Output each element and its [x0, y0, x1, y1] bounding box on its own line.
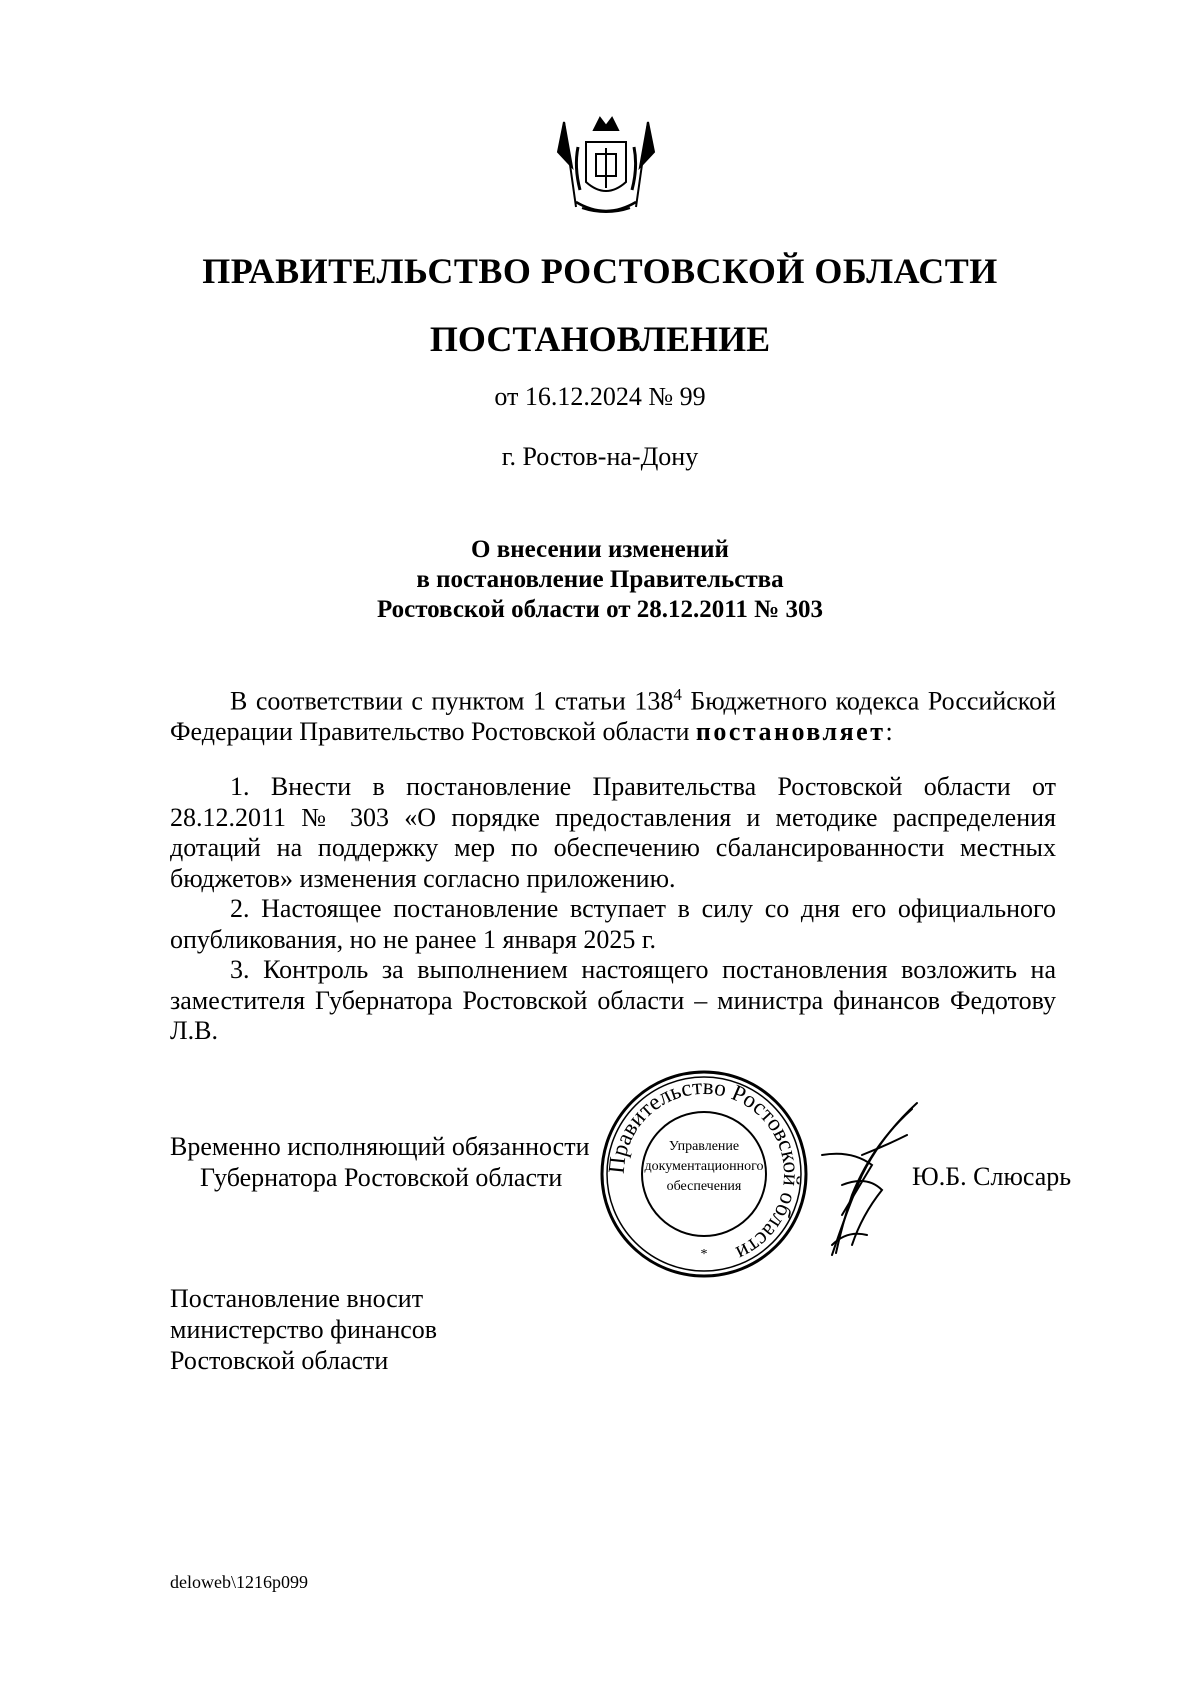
document-type: ПОСТАНОВЛЕНИЕ [429, 319, 771, 359]
stamp-inner-line-3: обеспечения [666, 1179, 742, 1194]
submitted-by [170, 1283, 437, 1376]
preamble-keyword: постановляет [695, 717, 886, 747]
footer-reference: deloweb\1216p099 [170, 1572, 308, 1592]
preamble-text-start: В соответствии с пунктом 1 статьи 138 [230, 686, 674, 716]
document-date-number: от 16.12.2024 № 99 [494, 382, 706, 411]
signatory-position [170, 1131, 590, 1193]
submitted-line-1: Постановление вносит [170, 1284, 424, 1313]
resolution-items [170, 772, 1056, 1047]
preamble-text-middle: Бюджетного кодекса Российской Федерации Правительство Ростовской области [170, 686, 1057, 747]
stamp-inner-line-1: Управление [668, 1139, 740, 1154]
item-2: 2. Настоящее постановление вступает в силу со дня его официального опубликования, но не ранее 1 января 2025 г. [170, 894, 1056, 954]
submitted-line-2: министерство финансов [170, 1315, 438, 1344]
position-line-2: Губернатора Ростовской области [200, 1163, 563, 1192]
rostov-oblast-coat-of-arms-icon [556, 112, 656, 222]
stamp-outer-text: Правительство Ростовской области [603, 1073, 805, 1267]
preamble-superscript: 4 [673, 685, 682, 704]
stamp-star: * [700, 1247, 708, 1262]
title-line-2: в постановление Правительства [416, 566, 784, 593]
title-line-3: Ростовской области от 28.12.2011 № 303 [376, 596, 824, 623]
item-3: 3. Контроль за выполнением настоящего постановления возложить на заместителя Губернатора Ростовской области – министра финансов Федотову Л.В. [170, 955, 1056, 1045]
organization-name: ПРАВИТЕЛЬСТВО РОСТОВСКОЙ ОБЛАСТИ [202, 251, 998, 291]
preamble-text-end: : [885, 717, 893, 747]
preamble-paragraph [170, 680, 1056, 748]
document-title [0, 535, 1200, 625]
position-line-1: Временно исполняющий обязанности [170, 1132, 590, 1161]
signatory-name: Ю.Б. Слюсарь [912, 1162, 1072, 1191]
submitted-line-3: Ростовской области [170, 1346, 389, 1375]
stamp-inner-line-2: документационного [644, 1159, 764, 1174]
title-line-1: О внесении изменений [471, 536, 729, 563]
item-1: 1. Внести в постановление Правительства Ростовской области от 28.12.2011 № 303 «О порядке предоставления и методике распределения дотаций на поддержку мер по обеспечению сбалансированности местных бюджетов» изменения согласно приложению. [170, 772, 1056, 893]
document-city: г. Ростов-на-Дону [501, 442, 699, 471]
official-stamp [598, 1068, 810, 1280]
